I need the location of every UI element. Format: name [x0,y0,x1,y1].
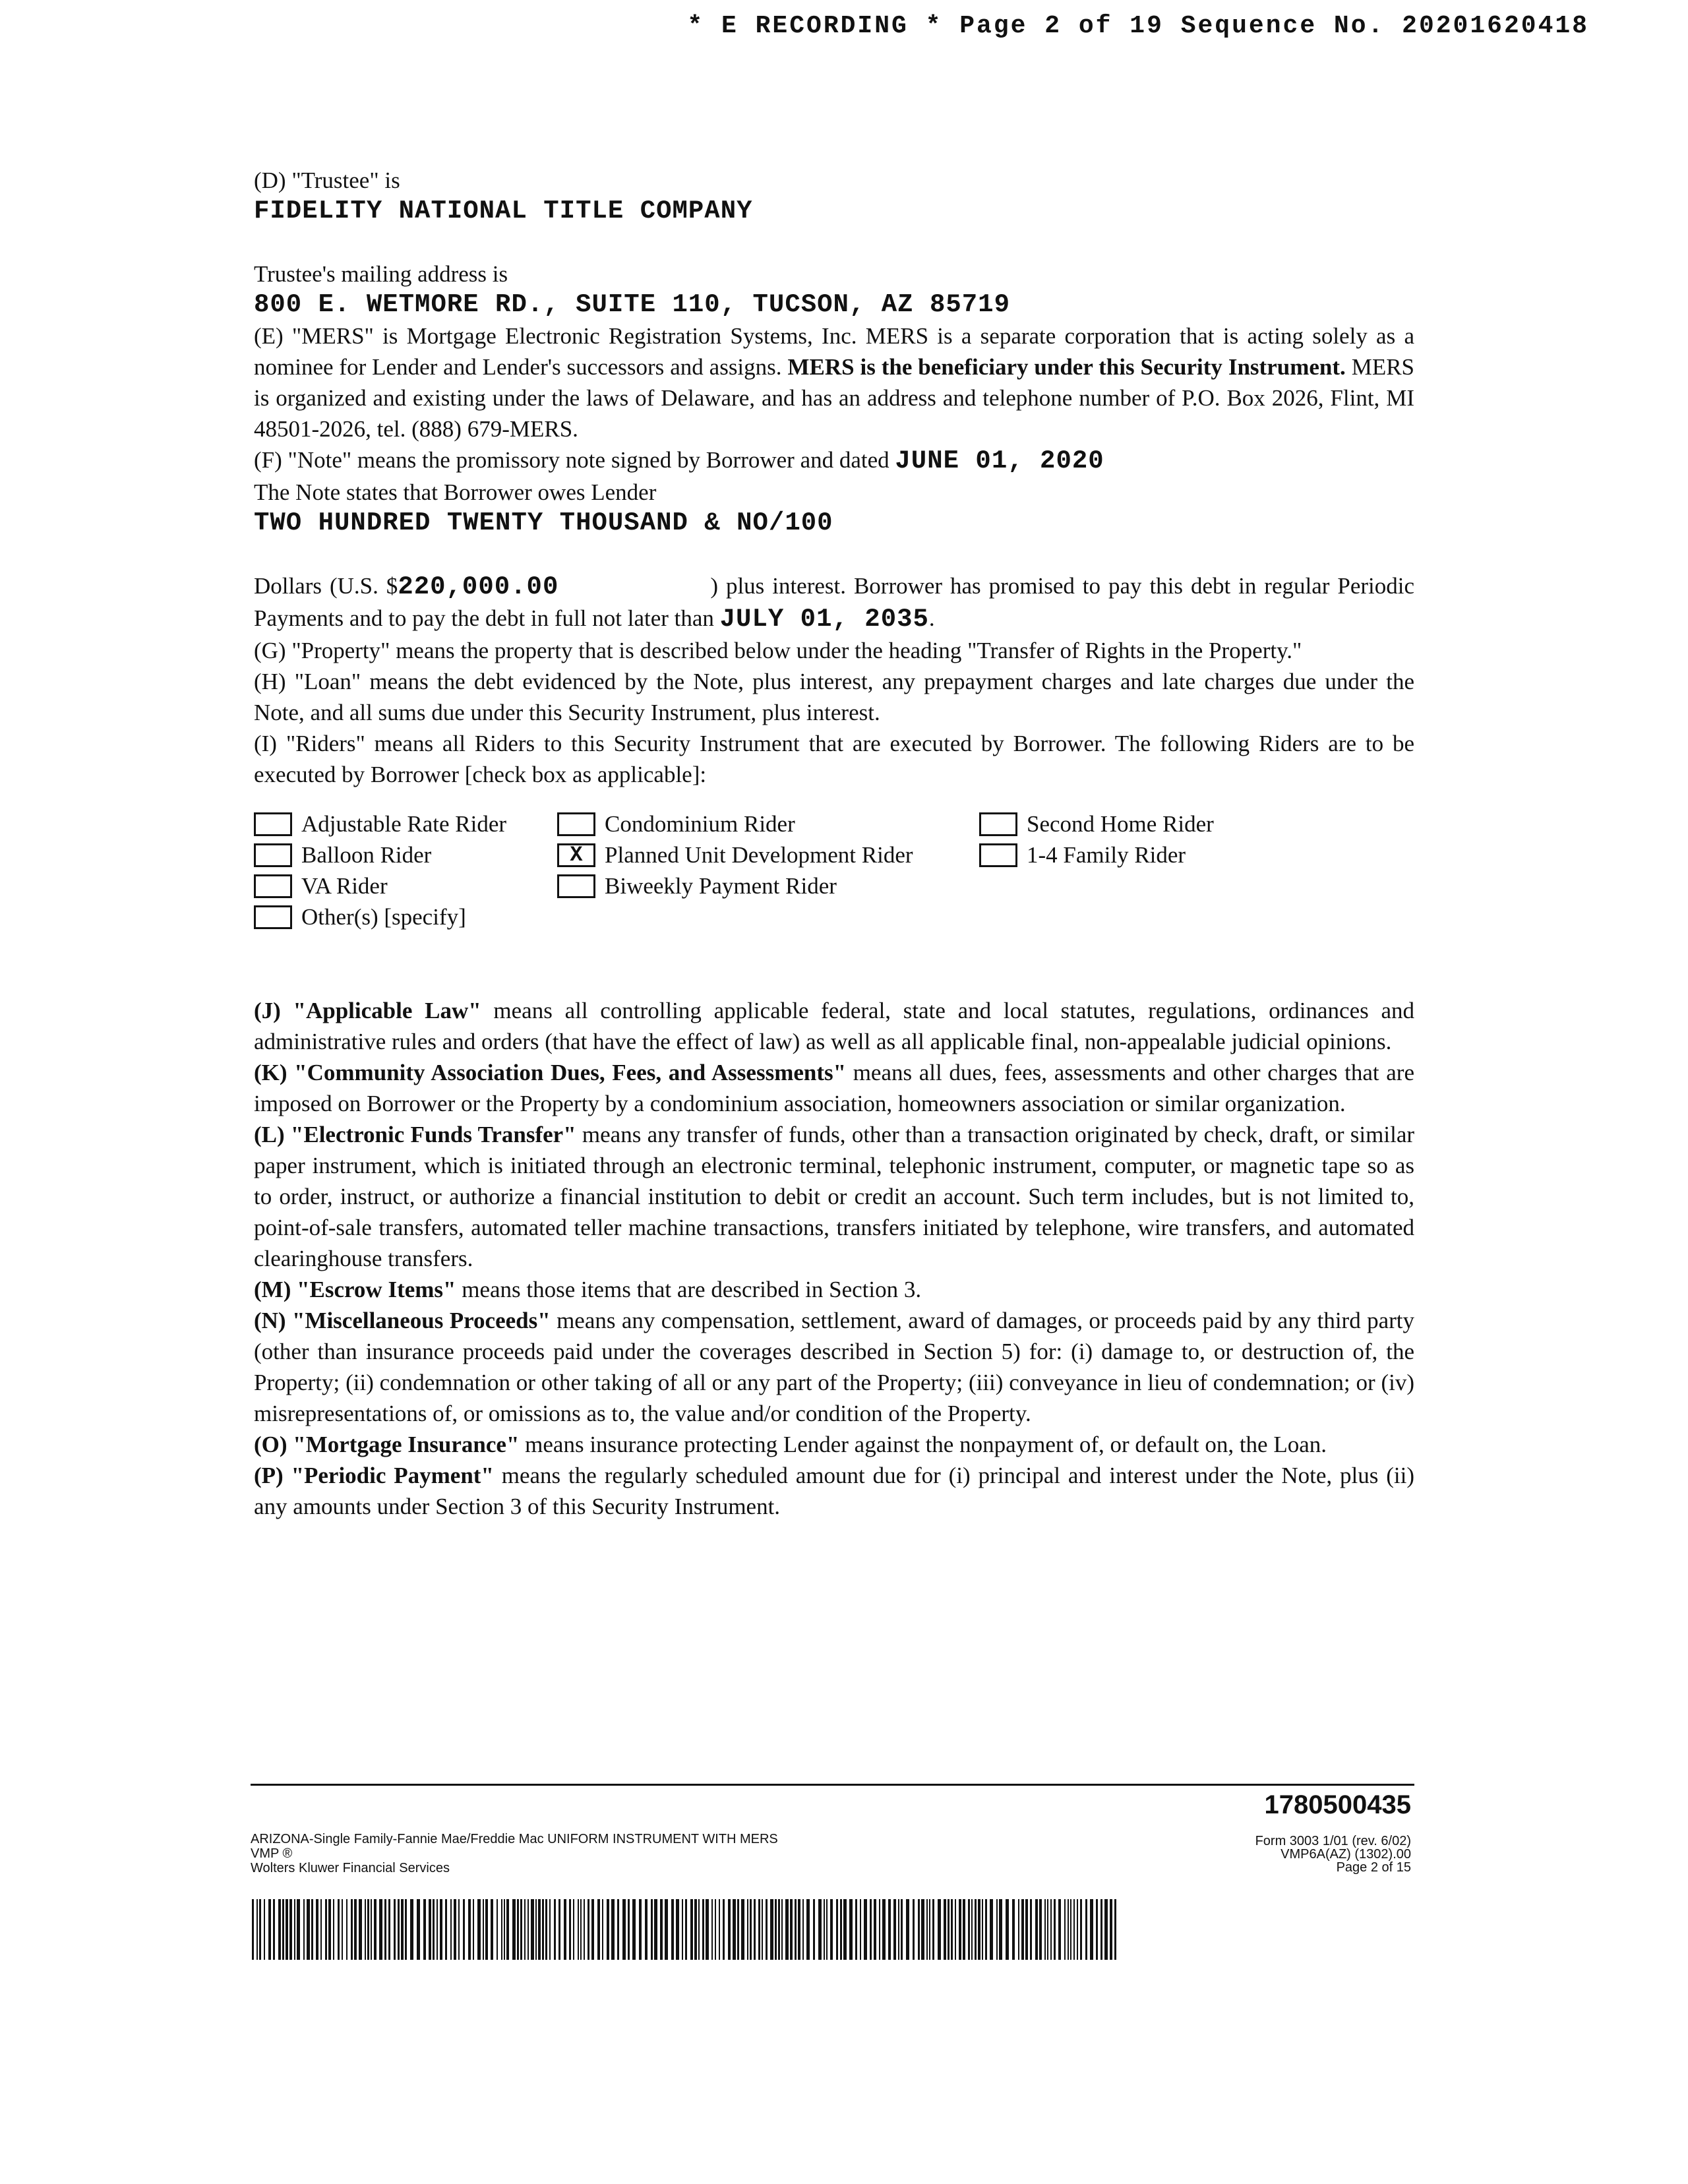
barcode-bar [501,1899,502,1960]
barcode-bar [1100,1899,1102,1960]
barcode-bar [733,1899,736,1960]
barcode-bar [1085,1899,1087,1960]
rider-va[interactable]: VA Rider [254,870,557,901]
barcode-bar [584,1899,585,1960]
rider-checkbox[interactable]: X [557,843,595,867]
barcode-bar [975,1899,977,1960]
note-maturity: JULY 01, 2035 [719,605,929,634]
barcode-bar [929,1899,930,1960]
barcode-bar [433,1899,435,1960]
barcode-bar [906,1899,909,1960]
barcode-bar [607,1899,609,1960]
barcode-bar [558,1899,560,1960]
barcode-bar [289,1899,292,1960]
barcode-bar [932,1899,934,1960]
barcode-bar [840,1899,842,1960]
barcode-bar [491,1899,493,1960]
barcode-bar [1025,1899,1028,1960]
barcode-bar [893,1899,896,1960]
barcode-bar [682,1899,683,1960]
barcode-bar [1018,1899,1019,1960]
barcode-bar [921,1899,924,1960]
barcode-bar [316,1899,318,1960]
periodic-payment-definition: (P) "Periodic Payment" means the regularly scheduled amount due for (i) principal and interest under the Note, plus (ii) any amounts under Section 3 of this Security Instrument. [254,1463,1414,1519]
barcode-bar [766,1899,768,1960]
rider-second-home[interactable]: Second Home Rider [979,808,1348,839]
barcode-bar [982,1899,983,1960]
barcode-bar [333,1899,334,1960]
barcode-bar [1114,1899,1116,1960]
barcode-bar [971,1899,973,1960]
loan-definition: (H) "Loan" means the debt evidenced by the Note, plus interest, any prepayment charges and late charges due under the Note, and all sums due under this Security Instrument, plus interest. [254,669,1414,725]
barcode-bar [483,1899,484,1960]
barcode-bar [1021,1899,1024,1960]
barcode-bar [671,1899,674,1960]
barcode-bar [685,1899,687,1960]
barcode-bar [320,1899,322,1960]
barcode-bar [770,1899,773,1960]
barcode-bar [785,1899,789,1960]
barcode-image [252,1899,1120,1960]
barcode-bar [654,1899,657,1960]
barcode-bar [359,1899,362,1960]
barcode-bar [597,1899,600,1960]
barcode-bar [948,1899,950,1960]
barcode-bar [371,1899,372,1960]
barcode-bar [573,1899,574,1960]
barcode-bar [963,1899,965,1960]
barcode-bar [454,1899,456,1960]
barcode-bar [702,1899,704,1960]
barcode-bar [512,1899,516,1960]
barcode-bar [485,1899,488,1960]
barcode-bar [1006,1899,1009,1960]
barcode-bar [978,1899,980,1960]
barcode-bar [477,1899,481,1960]
barcode-bar [535,1899,537,1960]
rider-adjustable-rate[interactable]: Adjustable Rate Rider [254,808,557,839]
barcode-bar [813,1899,815,1960]
barcode-bar [450,1899,452,1960]
barcode-bar [918,1899,920,1960]
barcode-bar [874,1899,876,1960]
barcode-bar [711,1899,713,1960]
barcode-bar [882,1899,886,1960]
barcode-bar [367,1899,369,1960]
rider-checkbox[interactable] [557,812,595,836]
barcode-bar [855,1899,857,1960]
barcode-bar [524,1899,526,1960]
rider-planned-unit-development[interactable]: X Planned Unit Development Rider [557,839,979,870]
barcode-bar [268,1899,271,1960]
barcode-bar [1080,1899,1082,1960]
barcode-bar [256,1899,258,1960]
barcode-bar [951,1899,953,1960]
barcode-bar [802,1899,804,1960]
barcode-bar [888,1899,891,1960]
barcode-bar [741,1899,744,1960]
barcode-bar [737,1899,739,1960]
barcode-bar [458,1899,460,1960]
barcode-bar [440,1899,442,1960]
barcode-bar [554,1899,556,1960]
rider-checkbox[interactable] [254,905,292,929]
barcode-bar [985,1899,987,1960]
barcode-bar [955,1899,956,1960]
barcode-bar [303,1899,305,1960]
barcode-bar [542,1899,544,1960]
barcode-bar [602,1899,603,1960]
loan-number: 1780500435 [1264,1790,1411,1819]
barcode-bar [401,1899,404,1960]
note-amount: 220,000.00 [398,572,559,601]
trustee-label: (D) "Trustee" is [254,167,400,193]
barcode-bar [338,1899,340,1960]
footer-divider [251,1784,1414,1786]
barcode-bar [824,1899,825,1960]
barcode-bar [719,1899,720,1960]
barcode-bar [473,1899,474,1960]
barcode-bar [538,1899,541,1960]
mortgage-insurance-definition: (O) "Mortgage Insurance" means insurance protecting Lender against the nonpayment of, or default on, the Loan. [254,1432,1327,1457]
barcode-bar [429,1899,431,1960]
barcode-bar [417,1899,420,1960]
barcode-bar [836,1899,838,1960]
barcode-bar [410,1899,413,1960]
rider-biweekly-payment[interactable]: Biweekly Payment Rider [557,870,979,901]
barcode-bar [826,1899,828,1960]
community-association-definition: (K) "Community Association Dues, Fees, and Assessments" means all dues, fees, assessments and other charges that are imposed on Borrower or the Property by a condominium association, homeowners association or similar organization. [254,1060,1414,1116]
barcode-bar [728,1899,731,1960]
barcode-bar [628,1899,630,1960]
barcode-bar [762,1899,763,1960]
barcode-bar [252,1899,254,1960]
barcode-bar [294,1899,295,1960]
barcode-bar [307,1899,310,1960]
barcode-bar [437,1899,438,1960]
barcode-bar [798,1899,800,1960]
footer-form-info: ARIZONA-Single Family-Fannie Mae/Freddie Mac UNIFORM INSTRUMENT WITH MERS VMP ® Wolters Kluwer Financial Services [251,1832,778,1875]
barcode-bar [504,1899,505,1960]
barcode-bar [843,1899,847,1960]
barcode-bar [747,1899,748,1960]
barcode-bar [545,1899,547,1960]
miscellaneous-proceeds-definition: (N) "Miscellaneous Proceeds" means any compensation, settlement, award of damages, or proceeds paid by any third party (other than insurance proceeds paid under the coverages described in Section 5) for: (i) damage to, or destruction of, the Property; (ii) condemnation or other taking of all or any part of the Property; (iii) conveyance in lieu of condemnation; or (iv) misrepresentations of, or omissions as to, the value and/or condition of the Property. [254,1308,1414,1426]
barcode-bar [342,1899,343,1960]
barcode-bar [346,1899,347,1960]
barcode-bar [818,1899,822,1960]
barcode-bar [706,1899,709,1960]
barcode-bar [1050,1899,1052,1960]
barcode-bar [754,1899,756,1960]
barcode-bar [1096,1899,1098,1960]
barcode-bar [520,1899,522,1960]
barcode-bar [325,1899,327,1960]
note-dollars: Dollars (U.S. $220,000.00 ) plus interest. Borrower has promised to pay this debt in regular Periodic Payments and to pay the debt in full not later than JULY 01, 2035. [254,572,1414,634]
barcode-bar [591,1899,594,1960]
barcode-bar [259,1899,261,1960]
rider-others[interactable]: Other(s) [specify] [254,901,557,932]
trustee-address: 800 E. WETMORE RD., SUITE 110, TUCSON, AZ 85719 [254,290,1010,319]
barcode-bar [1035,1899,1038,1960]
barcode-bar [365,1899,366,1960]
barcode-bar [860,1899,861,1960]
barcode-bar [531,1899,534,1960]
barcode-bar [690,1899,693,1960]
barcode-bar [968,1899,970,1960]
barcode-bar [468,1899,471,1960]
barcode-bar [698,1899,700,1960]
barcode-bar [996,1899,998,1960]
barcode-bar [328,1899,331,1960]
riders-definition: (I) "Riders" means all Riders to this Security Instrument that are executed by Borrower. The following Riders are to be executed by Borrower [check box as applicable]: [254,731,1414,787]
barcode-bar [1068,1899,1069,1960]
barcode-bar [790,1899,793,1960]
barcode-bar [864,1899,867,1960]
electronic-funds-transfer-definition: (L) "Electronic Funds Transfer" means any transfer of funds, other than a transaction originated by check, draft, or similar paper instrument, which is initiated through an electronic terminal, telephonic instrument, computer, or magnetic tape so as to order, instruct, or authorize a financial institution to debit or credit an account. Such term includes, but is not limited to, point-of-sale transfers, automated teller machine transactions, transfers initiated by telephone, wire transfers, and automated clearinghouse transfers. [254,1122,1415,1271]
barcode-bar [913,1899,915,1960]
barcode-bar [926,1899,928,1960]
barcode-bar [398,1899,400,1960]
barcode-bar [1064,1899,1066,1960]
barcode-bar [651,1899,653,1960]
barcode-bar [778,1899,780,1960]
barcode-bar [1110,1899,1112,1960]
note-definition: (F) "Note" means the promissory note signed by Borrower and dated JUNE 01, 2020 [254,446,1104,475]
document-body [254,165,1414,1522]
rider-checkbox[interactable] [254,812,292,836]
barcode-bar [830,1899,833,1960]
barcode-bar [795,1899,797,1960]
rider-checkbox[interactable] [979,843,1017,867]
barcode-bar [549,1899,551,1960]
rider-checkbox[interactable] [254,874,292,898]
trustee-name: FIDELITY NATIONAL TITLE COMPANY [254,197,753,226]
trustee-address-label: Trustee's mailing address is [254,261,508,287]
barcode-bar [1012,1899,1015,1960]
barcode-bar [758,1899,760,1960]
barcode-bar [297,1899,300,1960]
barcode-bar [665,1899,668,1960]
barcode-bar [715,1899,716,1960]
barcode-bar [999,1899,1002,1960]
barcode-bar [405,1899,407,1960]
barcode-bar [622,1899,626,1960]
barcode-bar [1030,1899,1032,1960]
barcode-bar [611,1899,615,1960]
recording-header: * E RECORDING * Page 2 of 19 Sequence No. 20201620418 [687,12,1589,40]
barcode-bar [723,1899,725,1960]
note-amount-words: TWO HUNDRED TWENTY THOUSAND & NO/100 [254,508,833,537]
note-owes: The Note states that Borrower owes Lender [254,479,657,505]
barcode-bar [463,1899,465,1960]
barcode-bar [273,1899,275,1960]
rider-empty-slot [979,870,1348,901]
barcode-bar [639,1899,642,1960]
barcode-bar [379,1899,382,1960]
rider-checkbox[interactable] [979,812,1017,836]
barcode-bar [775,1899,777,1960]
barcode-bar [351,1899,353,1960]
escrow-items-definition: (M) "Escrow Items" means those items that are described in Section 3. [254,1277,922,1302]
barcode-bar [990,1899,993,1960]
barcode-bar [1073,1899,1075,1960]
barcode-bar [1058,1899,1061,1960]
barcode-bar [1044,1899,1046,1960]
riders-checklist [254,808,1414,932]
barcode-bar [528,1899,529,1960]
rider-checkbox[interactable] [557,874,595,898]
barcode-bar [445,1899,447,1960]
applicable-law-definition: (J) "Applicable Law" means all controlling applicable federal, state and local statutes, regulations, ordinances and administrative rules and orders (that have the effect of law) as well as all applicable final, non-appealable judicial opinions. [254,998,1414,1054]
barcode-bar [264,1899,265,1960]
barcode-bar [938,1899,941,1960]
barcode-bar [388,1899,390,1960]
barcode-bar [354,1899,357,1960]
barcode-bar [278,1899,281,1960]
note-date: JUNE 01, 2020 [895,446,1104,475]
property-definition: (G) "Property" means the property that is described below under the heading "Transfer of Rights in the Property." [254,638,1302,663]
barcode-bar [959,1899,961,1960]
barcode-bar [660,1899,663,1960]
barcode-bar [423,1899,426,1960]
barcode-bar [374,1899,377,1960]
barcode-bar [632,1899,636,1960]
barcode-bar [617,1899,619,1960]
barcode-bar [879,1899,880,1960]
barcode-bar [517,1899,519,1960]
barcode-bar [588,1899,589,1960]
footer-form-number: Form 3003 1/01 (rev. 6/02) VMP6A(AZ) (1302).00 Page 2 of 15 [1255,1834,1411,1875]
barcode-bar [394,1899,396,1960]
rider-condominium[interactable]: Condominium Rider [557,808,979,839]
barcode-bar [580,1899,582,1960]
barcode-bar [901,1899,903,1960]
barcode-bar [944,1899,946,1960]
rider-balloon[interactable]: Balloon Rider [254,839,557,870]
barcode-bar [1090,1899,1093,1960]
barcode-bar [676,1899,679,1960]
barcode-bar [384,1899,386,1960]
barcode-bar [286,1899,288,1960]
barcode-bar [1077,1899,1078,1960]
barcode-bar [497,1899,498,1960]
barcode-bar [564,1899,566,1960]
barcode-bar [645,1899,648,1960]
barcode-bar [578,1899,579,1960]
barcode-bar [806,1899,810,1960]
rider-checkbox[interactable] [254,843,292,867]
barcode-bar [898,1899,899,1960]
barcode-bar [1054,1899,1056,1960]
barcode-bar [569,1899,571,1960]
barcode-bar [1070,1899,1071,1960]
barcode-bar [781,1899,783,1960]
barcode-bar [1047,1899,1048,1960]
barcode-bar [1104,1899,1108,1960]
barcode-bar [750,1899,752,1960]
barcode-bar [870,1899,872,1960]
barcode-bar [1039,1899,1042,1960]
rider-1-4-family[interactable]: 1-4 Family Rider [979,839,1348,870]
barcode-bar [311,1899,313,1960]
barcode-bar [506,1899,509,1960]
barcode-bar [282,1899,284,1960]
barcode-bar [694,1899,697,1960]
mers-definition: (E) "MERS" is Mortgage Electronic Registration Systems, Inc. MERS is a separate corporation that is acting solely as a nominee for Lender and Lender's successors and assigns. MERS is the beneficiary under this Security Instrument. MERS is organized and existing under the laws of Delaware, and has an address and telephone number of P.O. Box 2026, Flint, MI 48501-2026, tel. (888) 679-MERS. [254,323,1415,442]
barcode-bar [849,1899,853,1960]
